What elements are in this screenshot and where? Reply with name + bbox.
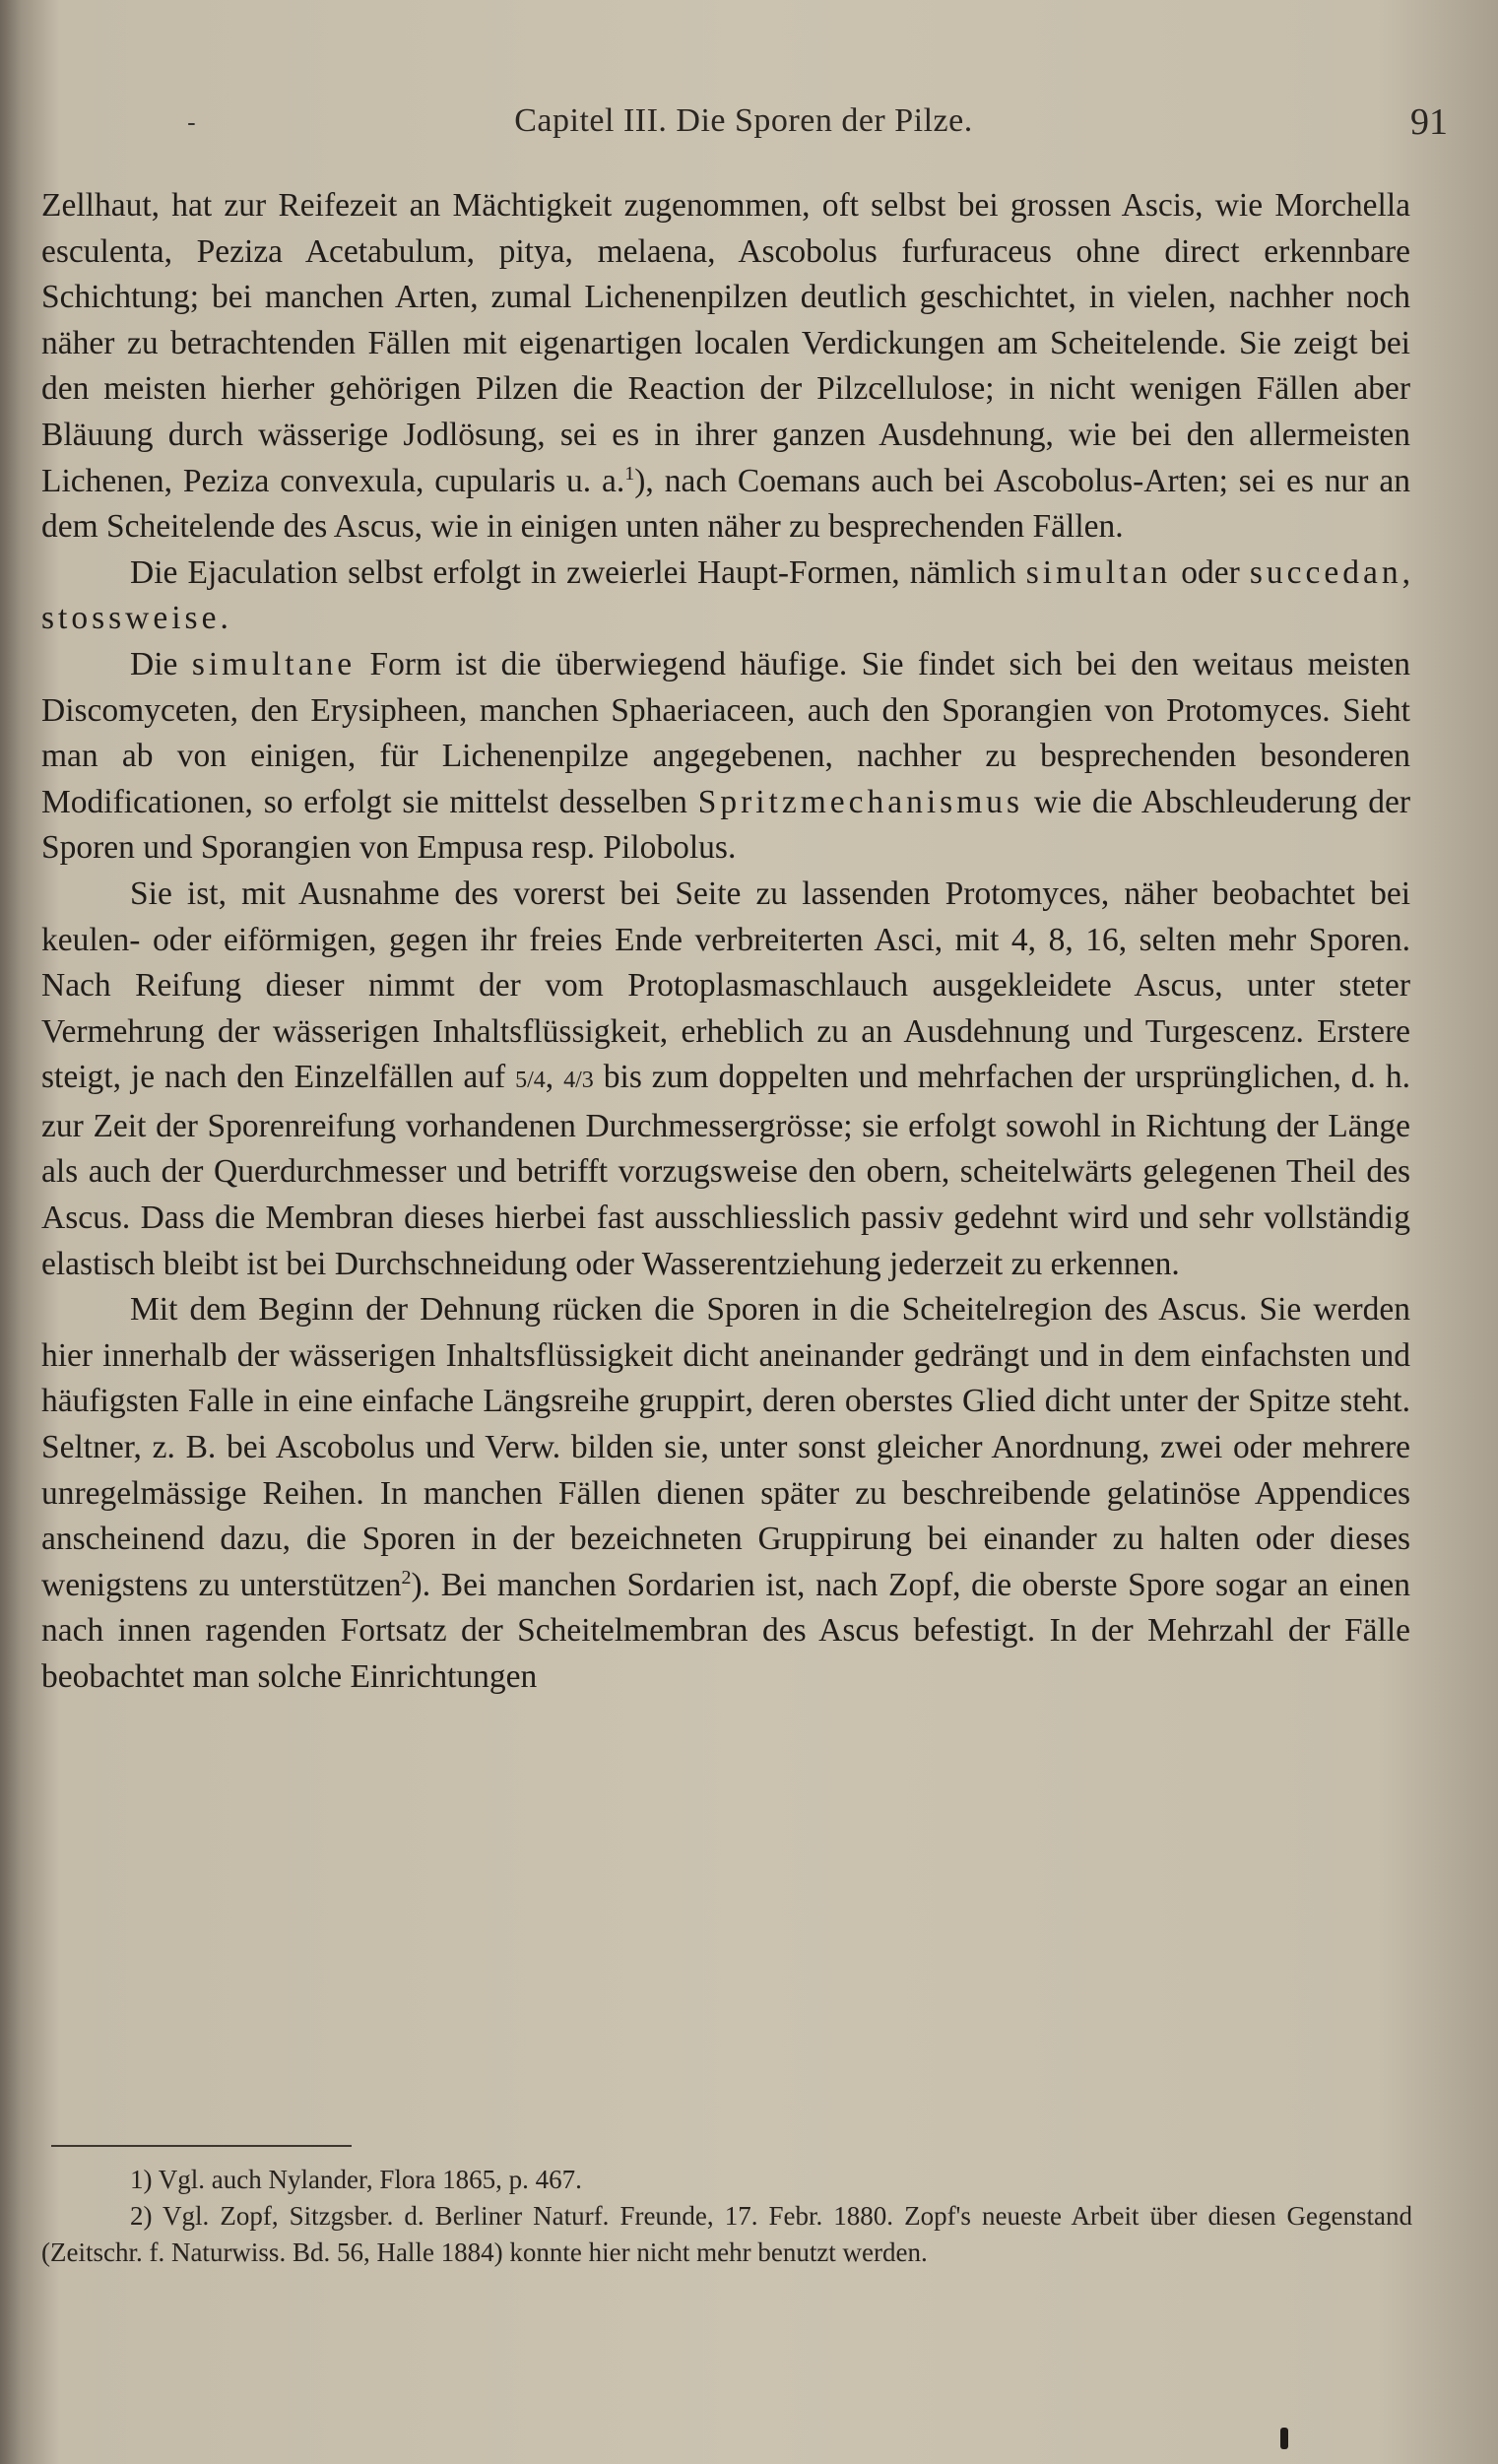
text-run: wie die Abschleuderung der Sporen und Sporangien von Empusa resp. Pilobolus. — [41, 783, 1410, 867]
header-dash: - — [187, 108, 196, 138]
text-run: , — [545, 1059, 564, 1096]
paragraph-5 — [41, 1287, 1410, 1700]
footnote-divider — [51, 2145, 352, 2147]
emphasized-term: simultan — [1025, 553, 1172, 591]
text-run: oder — [1171, 553, 1250, 591]
text-run: Sie ist, mit Ausnahme des vorerst bei Seite zu lassenden Protomyces, näher beobachtet bei keulen- oder eiförmigen, gegen ihr freies Ende verbreiterten Asci, mit 4, 8, 16, selten mehr Sporen. Nach Reifung dieser nimmt der vom Protoplasmaschlauch ausgekleidete Ascus, unter steter Vermehrung der wässerigen Inhaltsflüssigkeit, erheblich zu an Ausdehnung und Turgescenz. Erstere steigt, je nach den Einzelfällen auf — [41, 875, 1410, 1096]
text-run: , — [1401, 553, 1410, 591]
emphasized-term: stossweise — [41, 600, 221, 637]
running-head — [39, 98, 1448, 158]
text-run: Form ist die überwiegend häufige. Sie findet sich bei den weitaus meisten Discomyceten, den Erysipheen, manchen Sphaeriaceen, auch den Sporangien von Protomyces. Sieht man ab von einigen, für Lichenenpilze angegebenen, nachher zu besprechenden besonderen Modificationen, so erfolgt sie mittelst desselben — [41, 645, 1411, 820]
fraction: 5/4 — [515, 1068, 546, 1094]
emphasized-term: simultane — [191, 645, 357, 682]
footnote-ref: 2 — [401, 1566, 412, 1589]
text-run: bis zum doppelten und mehrfachen der ursprünglichen, d. h. zur Zeit der Sporenreifung vorhandenen Durchmessergrösse; sie erfolgt sowohl in Richtung der Länge als auch der Querdurchmesser und betrifft vorzugsweise den obern, scheitelwärts gelegenen Theil des Ascus. Dass die Membran dieses hierbei fast ausschliesslich passiv gedehnt wird und sehr vollständig elastisch bleibt ist bei Durchschneidung oder Wasserentziehung jederzeit zu erkennen. — [41, 1059, 1411, 1282]
body-text — [41, 183, 1410, 1701]
paragraph-3 — [41, 642, 1410, 872]
ink-speck — [1280, 2428, 1288, 2449]
footnote-2: 2) Vgl. Zopf, Sitzgsber. d. Berliner Naturf. Freunde, 17. Febr. 1880. Zopf's neueste Arbeit über diesen Gegenstand (Zeitschr. f. Naturwiss. Bd. 56, Halle 1884) konnte hier nicht mehr benutzt werden. — [41, 2201, 1412, 2267]
text-run: Die — [130, 645, 192, 682]
footnotes — [41, 2162, 1412, 2271]
page-number: 91 — [1410, 101, 1448, 143]
chapter-title: Capitel III. Die Sporen der Pilze. — [514, 102, 973, 139]
emphasized-term: Spritzmechanismus — [697, 783, 1024, 820]
paragraph-2 — [41, 551, 1410, 642]
text-run: Zellhaut, hat zur Reifezeit an Mächtigkeit zugenommen, oft selbst bei grossen Ascis, wie Morchella esculenta, Peziza Acetabulum, pitya, melaena, Ascobolus furfuraceus ohne direct erkennbare Schichtung; bei manchen Arten, zumal Lichenenpilzen deutlich geschichtet, in vielen, nachher noch näher zu betrachtenden Fällen mit eigenartigen localen Verdickungen am Scheitelende. Sie zeigt bei den meisten hierher gehörigen Pilzen die Reaction der Pilzcellulose; in nicht wenigen Fällen aber Bläuung durch wässerige Jodlösung, sei es in ihrer ganzen Ausdehnung, wie bei den allermeisten Lichenen, Peziza convexula, cupularis u. a. — [41, 187, 1410, 499]
fraction: 4/3 — [563, 1068, 594, 1094]
text-run: ). Bei manchen Sordarien ist, nach Zopf, die oberste Spore sogar an einen nach innen ragenden Fortsatz der Scheitelmembran des Ascus befestigt. In der Mehrzahl der Fälle beobachtet man solche Einrichtungen — [41, 1566, 1410, 1695]
footnote-ref: 1 — [624, 462, 635, 485]
footnote-1: 1) Vgl. auch Nylander, Flora 1865, p. 467. — [130, 2165, 582, 2194]
text-run: Mit dem Beginn der Dehnung rücken die Sporen in die Scheitelregion des Ascus. Sie werden hier innerhalb der wässerigen Inhaltsflüssigkeit dicht aneinander gedrängt und in dem einfachsten und häufigsten Falle in eine einfache Längsreihe gruppirt, deren oberstes Glied dicht unter der Spitze steht. Seltner, z. B. bei Ascobolus und Verw. bilden sie, unter sonst gleicher Anordnung, zwei oder mehrere unregelmässige Reihen. In manchen Fällen dienen später zu beschreibende gelatinöse Appendices anscheinend dazu, die Sporen in der bezeichneten Gruppirung bei einander zu halten oder dieses wenigstens zu unterstützen — [41, 1291, 1410, 1603]
paragraph-1 — [41, 183, 1410, 551]
paragraph-4 — [41, 872, 1410, 1287]
emphasized-term: succedan — [1249, 553, 1402, 591]
text-run: . — [220, 600, 228, 637]
text-run: Die Ejaculation selbst erfolgt in zweierlei Haupt-Formen, nämlich — [130, 553, 1026, 591]
text-run: ), nach Coemans auch bei Ascobolus-Arten; sei es nur an dem Scheitelende des Ascus, wie in einigen unten näher zu besprechenden Fällen. — [41, 462, 1410, 546]
